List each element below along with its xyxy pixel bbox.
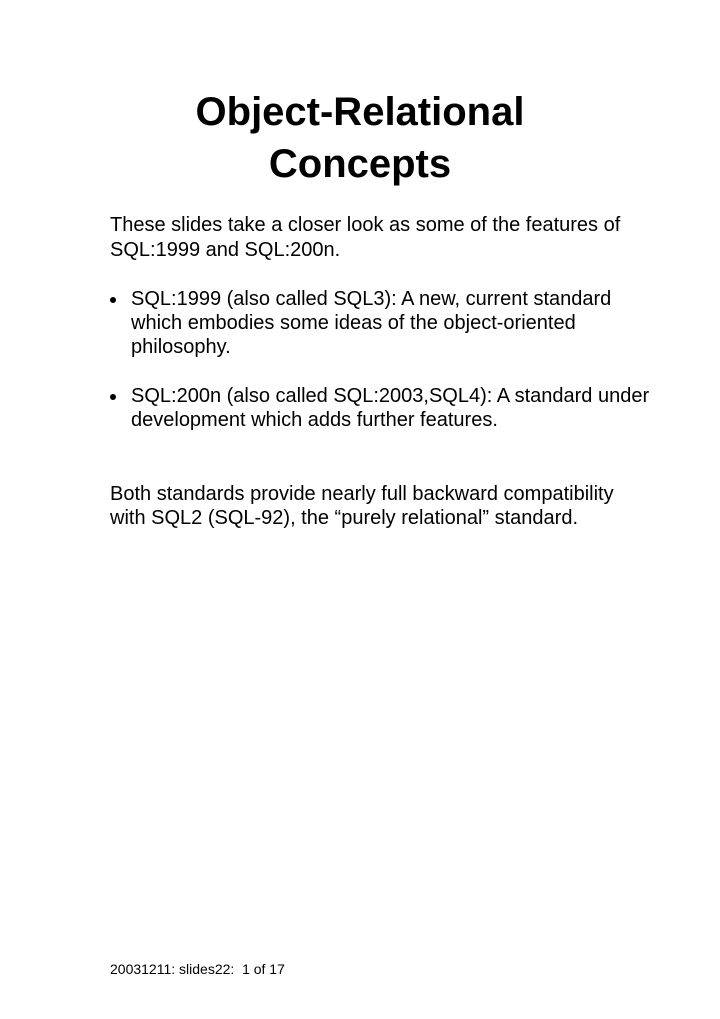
bullet-item [110, 287, 650, 359]
title-line-1: Object-Relational [195, 90, 525, 134]
bullet-text: SQL:200n (also called SQL:2003,SQL4): A standard under development which adds further features. [131, 385, 650, 431]
page-footer: 20031211: slides22: 1 of 17 [110, 961, 285, 977]
intro-paragraph: These slides take a closer look as some of the features of SQL:1999 and SQL:200n. [110, 214, 621, 261]
bullet-item [110, 384, 650, 432]
bullet-dot-icon [110, 394, 116, 400]
conclusion-paragraph: Both standards provide nearly full backward compatibility with SQL2 (SQL-92), the “purely relational” standard. [110, 483, 614, 529]
bullet-text: SQL:1999 (also called SQL3): A new, current standard which embodies some ideas of the object-oriented philosophy. [131, 288, 612, 358]
bullet-dot-icon [110, 297, 116, 303]
page-title [110, 86, 610, 190]
bullet-list [110, 287, 650, 432]
title-line-2: Concepts [268, 142, 452, 186]
